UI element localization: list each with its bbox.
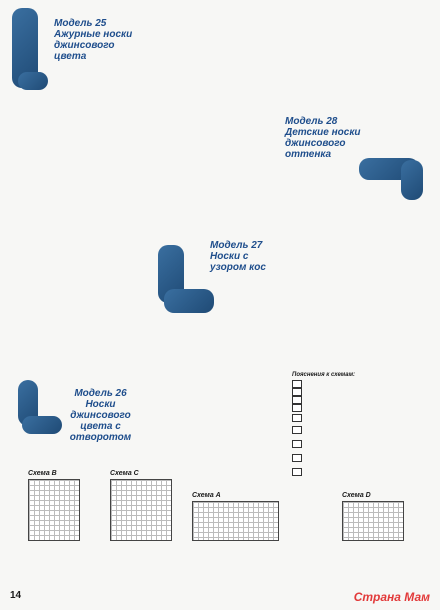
model-25-heading: Модель 25 Ажурные носки джинсового цвета (54, 18, 133, 62)
model-28-text (285, 155, 430, 365)
model-26-text (20, 432, 145, 460)
model-28-heading: Модель 28 Детские носки джинсового оттенка (285, 116, 361, 160)
model-27-heading: Модель 27 Носки с узором кос (210, 240, 266, 273)
legend-title: Пояснения к схемам: (292, 372, 356, 378)
sock-photo-model-25 (8, 8, 50, 98)
page-number: 14 (10, 590, 22, 601)
chart-a-label: Схема А (192, 492, 221, 499)
watermark-logo: Страна Мам (353, 590, 430, 604)
chart-c-grid (110, 479, 172, 541)
chart-b-grid (28, 479, 80, 541)
model-25-text (20, 115, 150, 375)
chart-d-label: Схема D (342, 492, 371, 499)
model-26-heading: Модель 26 Носки джинсового цвета с отворотом (69, 388, 132, 443)
chart-d-grid (342, 501, 404, 541)
chart-b-label: Схема В (28, 470, 57, 477)
chart-c-label: Схема С (110, 470, 139, 477)
model-27-text (150, 320, 285, 455)
middle-column-text (150, 8, 285, 238)
right-column-text (285, 8, 430, 123)
chart-a-grid (192, 501, 279, 541)
